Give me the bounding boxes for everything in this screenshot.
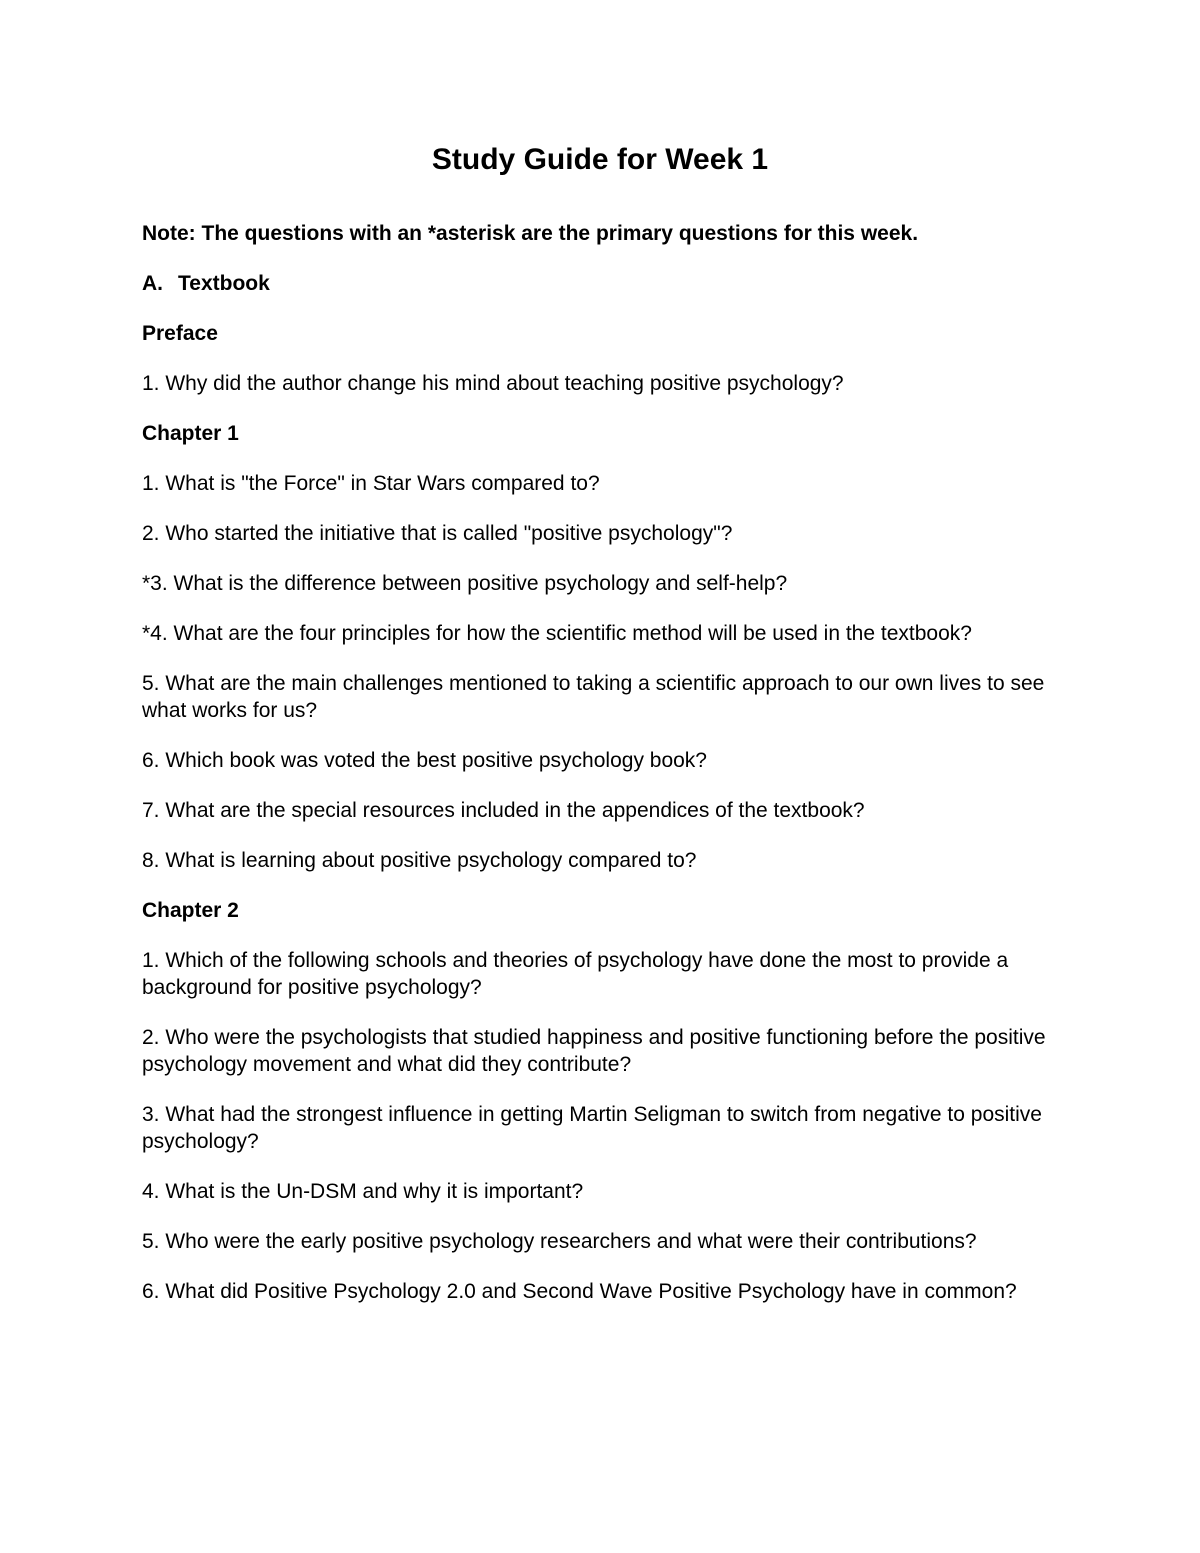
section-letter: A. — [142, 272, 163, 295]
chapter2-question-6: 6. What did Positive Psychology 2.0 and Second Wave Positive Psychology have in common? — [142, 1280, 1017, 1303]
page-title: Study Guide for Week 1 — [431, 143, 769, 176]
heading-chapter-1: Chapter 1 — [142, 422, 239, 445]
chapter2-question-4: 4. What is the Un-DSM and why it is important? — [142, 1180, 584, 1203]
heading-chapter-2: Chapter 2 — [142, 899, 239, 922]
chapter1-question-5: 5. What are the main challenges mentioned to taking a scientific approach to our own lives to see what works for us? — [142, 672, 1045, 722]
chapter1-question-4: *4. What are the four principles for how the scientific method will be used in the textbook? — [142, 622, 972, 645]
chapter1-question-2: 2. Who started the initiative that is called "positive psychology"? — [142, 522, 733, 545]
section-label: Textbook — [178, 272, 270, 295]
chapter1-question-6: 6. Which book was voted the best positive psychology book? — [142, 749, 707, 772]
chapter1-question-1: 1. What is "the Force" in Star Wars compared to? — [142, 472, 600, 495]
heading-preface: Preface — [142, 322, 218, 345]
preface-question-1: 1. Why did the author change his mind about teaching positive psychology? — [142, 372, 844, 395]
chapter2-question-1: 1. Which of the following schools and theories of psychology have done the most to provide a background for positive psychology? — [142, 949, 1009, 999]
chapter2-question-5: 5. Who were the early positive psychology researchers and what were their contributions? — [142, 1230, 977, 1253]
chapter1-question-3: *3. What is the difference between positive psychology and self-help? — [142, 572, 788, 595]
chapter2-question-3: 3. What had the strongest influence in getting Martin Seligman to switch from negative to positive psychology? — [142, 1103, 1042, 1153]
chapter1-question-8: 8. What is learning about positive psychology compared to? — [142, 849, 697, 872]
chapter2-question-2: 2. Who were the psychologists that studied happiness and positive functioning before the positive psychology movement and what did they contribute? — [142, 1026, 1046, 1076]
chapter1-question-7: 7. What are the special resources included in the appendices of the textbook? — [142, 799, 865, 822]
primary-questions-note: Note: The questions with an *asterisk are the primary questions for this week. — [142, 222, 919, 245]
document-body — [142, 220, 1062, 1328]
section-heading-textbook — [142, 270, 1062, 298]
